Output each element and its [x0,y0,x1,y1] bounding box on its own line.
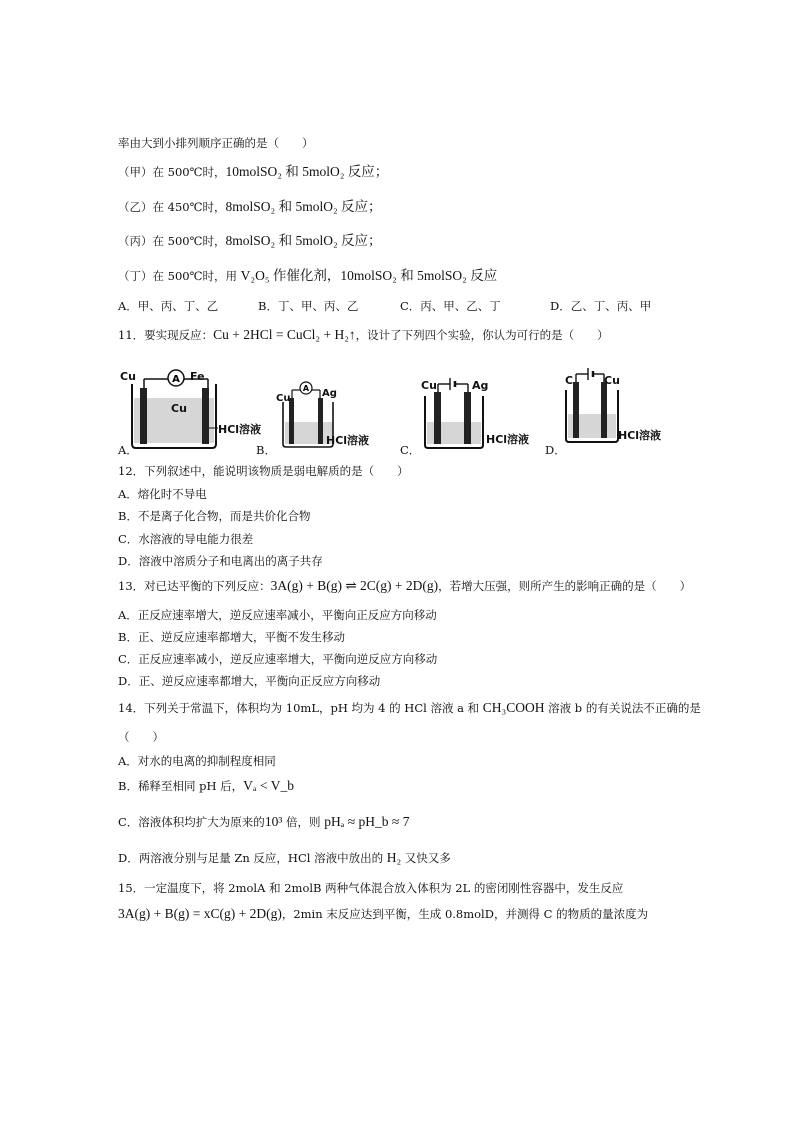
q11-fig-a-label: A． [118,443,138,457]
q10-yi-formula: 8molSO₂ 和 5molO₂ 反应； [225,199,382,214]
svg-text:A: A [172,374,180,385]
q11-fig-a-right-electrode: Fe [190,370,205,383]
q10-bing-formula: 8molSO₂ 和 5molO₂ 反应； [225,233,382,248]
q14-stem [118,700,701,716]
q11-post: ，设计了下列四个实验，你认为可行的是（ ） [355,328,609,342]
q13-option-c: C．正反应速率减小，逆反应速率增大，平衡向逆反应方向移动 [118,652,438,666]
q11-fig-b-solution: HCl溶液 [326,434,370,447]
q14-option-a: A．对水的电离的抑制程度相同 [118,754,276,768]
q13-stem [118,578,691,594]
q15-line2-post: ，2min 末反应达到平衡，生成 0.8molD，并测得 C 的物质的量浓度为 [281,907,649,921]
q10-bing-pre: （丙）在 500℃时， [118,234,226,248]
q14-option-c [118,814,409,830]
q11-fig-b-right-electrode: Ag [322,388,337,399]
q11-fig-d-right-electrode: Cu [604,374,620,387]
q14-formula: CH₃COOH [482,700,545,715]
q10-yi-pre: （乙）在 450℃时， [118,200,226,214]
q11-reaction: Cu + 2HCl = CuCl₂ + H₂↑ [213,327,356,342]
q11-fig-a-cu-label: Cu [171,402,187,415]
q11-fig-d-left-electrode: C [565,374,574,387]
q10-option-c: C．丙、甲、乙、丁 [400,299,501,313]
q11-figure-a [128,362,248,452]
q11-fig-c-right-electrode: Ag [472,379,489,392]
q14-option-c-expr2: pHₐ ≈ pH_b ≈ 7 [324,814,410,829]
q10-jia-formula: 10molSO₂ 和 5molO₂ 反应； [225,164,389,179]
q14-paren: （ ） [118,730,164,744]
q13-pre: 13．对已达平衡的下列反应： [118,579,271,593]
q13-option-a: A．正反应速率增大，逆反应速率减小，平衡向正反应方向移动 [118,608,437,622]
q14-option-c-expr: 10³ [264,814,283,829]
q12-option-b: B．不是离子化合物，而是共价化合物 [118,509,311,523]
q14-option-c-text: C．溶液体积均扩大为原来的 [118,815,265,829]
q13-option-b: B．正、逆反应速率都增大，平衡不发生移动 [118,630,345,644]
q14-option-d-expr: H₂ [386,850,402,865]
q11-fig-d-label: D． [545,443,566,457]
q10-intro: 率由大到小排列顺序正确的是（ ） [118,136,314,150]
q11-fig-c-label: C． [400,443,421,457]
q10-option-a: A．甲、丙、丁、乙 [118,299,219,313]
q11-fig-d-solution: HCl溶液 [618,429,662,442]
q11-fig-a-solution: HCl溶液 [218,423,262,436]
q14-option-d [118,850,451,866]
q14-option-b-text: B．稀释至相同 pH 后， [118,779,244,793]
q12-stem: 12．下列叙述中，能说明该物质是弱电解质的是（ ） [118,464,409,478]
q14-option-c-mid: 倍，则 [282,815,325,829]
q11-pre: 11．要实现反应： [118,328,214,342]
q10-option-d: D．乙、丁、丙、甲 [550,299,652,313]
q11-fig-a-left-electrode: Cu [120,370,136,383]
q14-post: 溶液 b 的有关说法不正确的是 [544,701,701,715]
q10-option-b: B．丁、甲、丙、乙 [258,299,359,313]
q10-yi [118,199,382,215]
q11-stem [118,327,609,343]
q15-line1: 15．一定温度下，将 2molA 和 2molB 两种气体混合放入体积为 2L 的密闭刚性容器中，发生反应 [118,881,624,895]
q13-post: ，若增大压强，则所产生的影响正确的是（ ） [438,579,692,593]
q12-option-c: C．水溶液的导电能力很差 [118,532,254,546]
q14-option-d-text: D．两溶液分别与足量 Zn 反应，HCl 溶液中放出的 [118,851,387,865]
svg-text:A: A [302,384,310,393]
q11-fig-c-left-electrode: Cu [421,379,437,392]
q12-option-a: A．熔化时不导电 [118,487,207,501]
q10-ding-formula: V₂O₅ 作催化剂，10molSO₂ 和 5molSO₂ 反应 [240,268,498,283]
q10-jia-pre: （甲）在 500℃时， [118,165,226,179]
q12-option-d: D．溶液中溶质分子和电离出的离子共存 [118,554,323,568]
q14-option-b-expr: Vₐ < V_b [243,778,294,793]
q10-ding [118,268,497,284]
q10-bing [118,233,382,249]
q10-jia [118,164,388,180]
q15-reaction: 3A(g) + B(g) = xC(g) + 2D(g) [118,906,282,921]
q14-option-d-post: 又快又多 [401,851,451,865]
q14-option-b [118,778,294,794]
q10-ding-pre: （丁）在 500℃时，用 [118,269,241,283]
q11-fig-c-solution: HCl溶液 [486,433,530,446]
q15-line2 [118,906,648,922]
q13-reaction: 3A(g) + B(g) ⇌ 2C(g) + 2D(g) [270,578,439,593]
q14-pre: 14．下列关于常温下，体积均为 10mL，pH 均为 4 的 HCl 溶液 a 和 [118,701,483,715]
q13-option-d: D．正、逆反应速率都增大，平衡向正反应方向移动 [118,674,381,688]
q11-fig-b-left-electrode: Cu [276,393,291,404]
q11-fig-b-label: B． [256,443,276,457]
